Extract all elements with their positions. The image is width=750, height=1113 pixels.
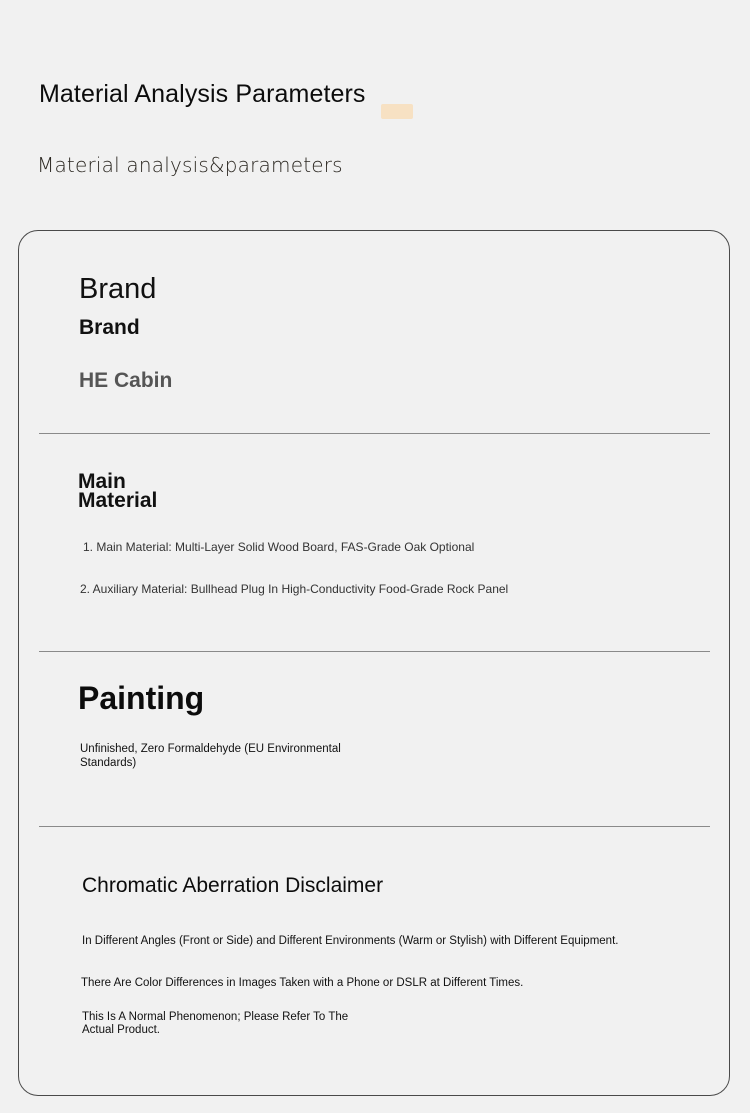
main-material-title: Main Material [78,470,158,512]
disclaimer-line: There Are Color Differences in Images Taken with a Phone or DSLR at Different Times. [81,977,524,989]
brand-value: HE Cabin [79,369,173,392]
brand-subtitle: Brand [79,316,140,339]
painting-title: Painting [78,680,205,716]
disclaimer-title: Chromatic Aberration Disclaimer [82,874,384,897]
page-title: Material Analysis Parameters [39,80,366,108]
brand-title: Brand [79,273,157,305]
disclaimer-line: This Is A Normal Phenomenon; Please Refer To The Actual Product. [82,1011,349,1036]
section-divider [39,826,710,827]
auxiliary-material-item: 2. Auxiliary Material: Bullhead Plug In High-Conductivity Food-Grade Rock Panel [80,582,509,596]
section-divider [39,651,710,652]
section-divider [39,433,710,434]
parameters-card [18,230,730,1096]
page-subtitle: Material analysis&parameters [37,153,343,177]
title-accent-mark [381,104,413,119]
main-material-item: 1. Main Material: Multi-Layer Solid Wood Board, FAS-Grade Oak Optional [83,540,475,554]
painting-value: Unfinished, Zero Formaldehyde (EU Environmental Standards) [80,743,341,769]
disclaimer-line: In Different Angles (Front or Side) and Different Environments (Warm or Stylish) with Different Equipment. [82,935,619,947]
